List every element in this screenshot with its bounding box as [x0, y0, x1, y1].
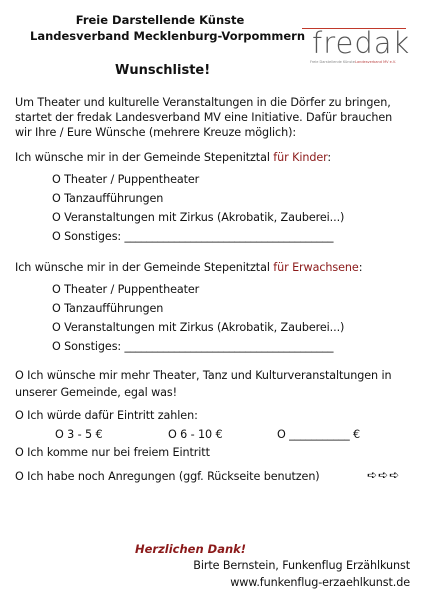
kids-heading-prefix: Ich wünsche mir in der Gemeinde Stepenitztal: [15, 151, 274, 164]
entry-free-option[interactable]: O Ich komme nur bei freiem Eintritt: [15, 446, 210, 459]
kids-option-circus[interactable]: O Veranstaltungen mit Zirkus (Akrobatik, Zauberei...): [52, 211, 345, 224]
intro-line-2: startet der fredak Landesverband MV eine Initiative. Dafür brauchen: [15, 111, 393, 124]
entry-option-6-10[interactable]: O 6 - 10 €: [168, 428, 223, 441]
entry-option-3-5[interactable]: O 3 - 5 €: [55, 428, 103, 441]
more-wish-line-1[interactable]: O Ich wünsche mir mehr Theater, Tanz und Kulturveranstaltungen in: [15, 369, 392, 382]
website-line[interactable]: www.funkenflug-erzaehlkunst.de: [230, 576, 410, 589]
kids-heading-highlight: für Kinder: [273, 151, 328, 164]
arrows-icon: ➪➪➪: [367, 468, 401, 482]
adults-option-circus[interactable]: O Veranstaltungen mit Zirkus (Akrobatik, Zauberei...): [52, 321, 345, 334]
entry-question[interactable]: O Ich würde dafür Eintritt zahlen:: [15, 409, 198, 422]
kids-option-theater[interactable]: O Theater / Puppentheater: [52, 173, 200, 186]
author-line: Birte Bernstein, Funkenflug Erzählkunst: [193, 559, 410, 572]
adults-option-other[interactable]: O Sonstiges: ______________________________________: [52, 340, 334, 353]
kids-heading-suffix: :: [327, 151, 332, 164]
logo-subtext-left: Freie Darstellende Künste: [310, 60, 355, 64]
adults-option-dance[interactable]: O Tanzaufführungen: [52, 302, 164, 315]
suggestions-option[interactable]: O Ich habe noch Anregungen (ggf. Rückseite benutzen): [15, 470, 320, 483]
intro-line-3: wir Ihre / Eure Wünsche (mehrere Kreuze möglich):: [15, 126, 297, 139]
page-title: Wunschliste!: [115, 63, 211, 78]
adults-option-theater[interactable]: O Theater / Puppentheater: [52, 283, 200, 296]
adults-heading: [15, 261, 362, 274]
entry-option-custom[interactable]: O ___________ €: [277, 428, 361, 441]
kids-option-dance[interactable]: O Tanzaufführungen: [52, 192, 164, 205]
logo-subtext-right: Landesverband MV e.V.: [355, 60, 396, 64]
org-subtitle: Landesverband Mecklenburg-Vorpommern: [30, 29, 306, 43]
kids-option-other[interactable]: O Sonstiges: ______________________________________: [52, 230, 334, 243]
thanks-text: Herzlichen Dank!: [135, 542, 247, 556]
more-wish-line-2: unserer Gemeinde, egal was!: [15, 386, 178, 399]
adults-heading-highlight: für Erwachsene: [273, 261, 359, 274]
intro-line-1: Um Theater und kulturelle Veranstaltungen in die Dörfer zu bringen,: [15, 96, 391, 109]
logo-word: fredak: [312, 26, 411, 60]
kids-heading: [15, 151, 331, 164]
adults-heading-suffix: :: [358, 261, 363, 274]
org-name: Freie Darstellende Künste: [75, 13, 245, 27]
adults-heading-prefix: Ich wünsche mir in der Gemeinde Stepenitztal: [15, 261, 274, 274]
